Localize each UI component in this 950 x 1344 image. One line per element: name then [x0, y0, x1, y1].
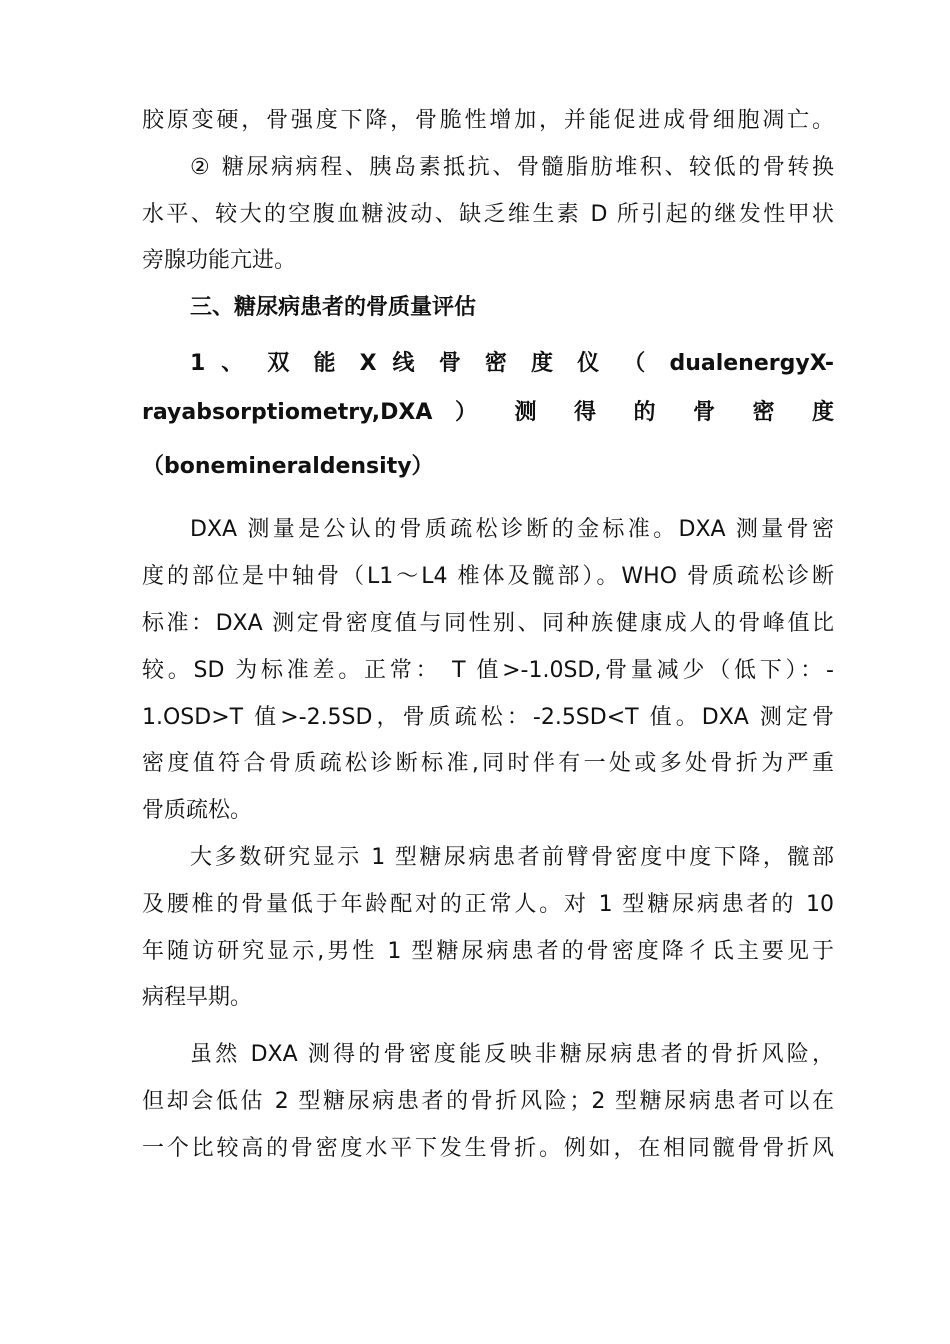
subsection-heading-line: 1 、 双 能 X 线 骨 密 度 仪 （ dualenergyX-: [190, 351, 834, 376]
paragraph-line: 骨质疏松。: [142, 798, 253, 823]
paragraph-line: ② 糖尿病病程、胰岛素抵抗、骨髓脂肪堆积、较低的骨转换: [190, 155, 834, 180]
paragraph-line: 年随访研究显示,男性 1 型糖尿病患者的骨密度降彳氐主要见于: [142, 939, 834, 964]
paragraph-line: 一个比较高的骨密度水平下发生骨折。例如，在相同髋骨骨折风: [142, 1136, 834, 1161]
paragraph-line: 虽然 DXA 测得的骨密度能反映非糖尿病患者的骨折风险，: [190, 1042, 834, 1067]
paragraph-line: 大多数研究显示 1 型糖尿病患者前臂骨密度中度下降，髋部: [190, 845, 834, 870]
paragraph-line: 旁腺功能亢进。: [142, 248, 297, 273]
paragraph-line: 较。SD 为标准差。正常： T 值>-1.0SD,骨量减少（低下）：-: [142, 658, 834, 683]
section-heading: 三、糖尿病患者的骨质量评估: [190, 295, 477, 320]
paragraph-line: 但却会低估 2 型糖尿病患者的骨折风险；2 型糖尿病患者可以在: [142, 1089, 834, 1114]
paragraph-line: 1.OSD>T 值>-2.5SD，骨质疏松：-2.5SD<T 值。DXA 测定骨: [142, 705, 834, 730]
subsection-heading-line: （bonemineraldensity）: [142, 454, 434, 479]
paragraph-line: 标准：DXA 测定骨密度值与同性别、同种族健康成人的骨峰值比: [142, 611, 834, 636]
paragraph-line: 水平、较大的空腹血糖波动、缺乏维生素 D 所引起的继发性甲状: [142, 202, 834, 227]
paragraph-line: 及腰椎的骨量低于年龄配对的正常人。对 1 型糖尿病患者的 10: [142, 892, 834, 917]
paragraph-line: 病程早期。: [142, 985, 253, 1010]
paragraph-line: 密度值符合骨质疏松诊断标准,同时伴有一处或多处骨折为严重: [142, 751, 834, 776]
subsection-heading-line: rayabsorptiometry,DXA ） 测 得 的 骨 密 度: [142, 400, 834, 425]
paragraph-line: 胶原变硬，骨强度下降，骨脆性增加，并能促进成骨细胞凋亡。: [142, 108, 834, 133]
paragraph-line: DXA 测量是公认的骨质疏松诊断的金标准。DXA 测量骨密: [190, 517, 834, 542]
paragraph-line: 度的部位是中轴骨（L1～L4 椎体及髋部）。WHO 骨质疏松诊断: [142, 564, 834, 589]
